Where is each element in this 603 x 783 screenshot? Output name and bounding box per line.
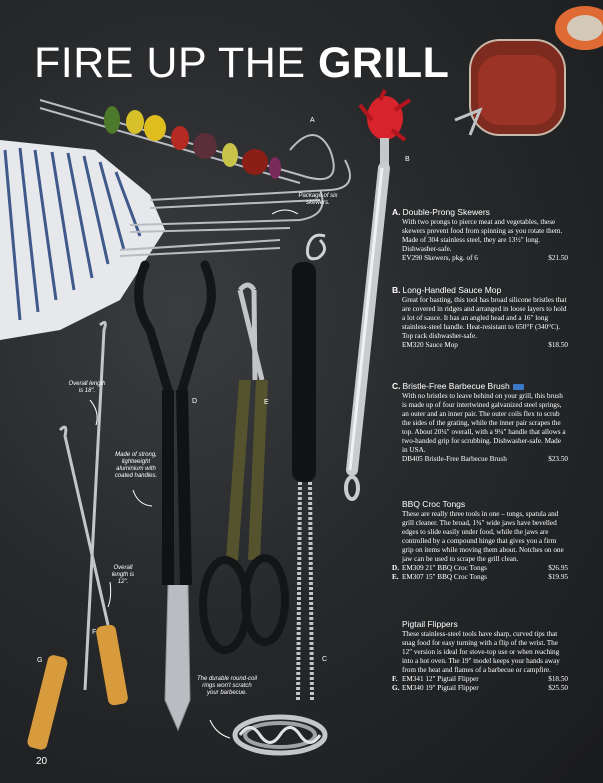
page-number: 20 bbox=[36, 756, 48, 767]
product-description: These are really three tools in one – tongs, spatula and grill cleaner. The broad, 1¾" wide jaws have bevelled edges to slide easily under food, while the jaws are controlled by a compound hinge that gives you a firm grip on items while moving them about. Notches on one jaw can be used to scrape the grill clean. bbox=[402, 510, 564, 563]
croc-tongs-small bbox=[203, 285, 285, 650]
row-item: EM307 15" BBQ Croc Tongs bbox=[402, 573, 487, 581]
product-description: With two prongs to pierce meat and vegetables, these skewers prevent food from spinning as you rotate them. Made of 304 stainless steel, they are 13½" long. Dishwasher-safe. bbox=[402, 218, 563, 253]
product-description: These stainless-steel tools have sharp, curved tips that snag food for easy turning with a flip of the wrist. The 12" version is ideal for stove-top use or when reaching into a hot oven. The 19" model keeps your hands away from the heat and flames of a barbecue or campfire. bbox=[402, 630, 560, 674]
row-letter: G. bbox=[392, 684, 400, 692]
row-price: $18.50 bbox=[548, 341, 568, 349]
product-skewers bbox=[392, 207, 568, 263]
row-price: $26.95 bbox=[548, 564, 568, 572]
row-item: EM320 Sauce Mop bbox=[402, 341, 458, 349]
product-croc-tongs bbox=[392, 499, 568, 582]
product-name: Long-Handled Sauce Mop bbox=[402, 285, 502, 295]
order-row bbox=[392, 675, 568, 684]
product-description: With no bristles to leave behind on your grill, this brush is made up of four intertwined galvanized steel springs, an outer and an inner pair. The outer coils flex to scrub the sides of the grating, while the inner pair scrapes the top. About 20¼" overall, with a 9¼" handle that allows a two-handed grip for scrubbing. Dishwasher-safe. Made in USA. bbox=[402, 392, 566, 454]
caption-overall-12: Overall length is 12". bbox=[111, 565, 135, 585]
product-letter: A. bbox=[392, 207, 401, 217]
row-letter: D. bbox=[392, 564, 399, 572]
caption-overall-18: Overall length is 18". bbox=[68, 381, 106, 394]
photo-letter-b: B bbox=[405, 156, 410, 163]
photo-letter-d: D bbox=[192, 398, 198, 405]
caption-coils: The durable round-coil rings won't scratch your barbecue. bbox=[196, 676, 258, 696]
product-letter: C. bbox=[392, 381, 401, 391]
canada-flag-badge-icon bbox=[513, 384, 524, 390]
row-letter bbox=[392, 341, 402, 350]
product-name: Pigtail Flippers bbox=[402, 619, 458, 629]
product-sauce-mop bbox=[392, 285, 568, 350]
photo-letter-c: C bbox=[322, 656, 328, 663]
row-price: $23.50 bbox=[548, 455, 568, 463]
title-bold: GRILL bbox=[317, 39, 450, 87]
order-row bbox=[392, 341, 568, 350]
row-letter bbox=[392, 455, 402, 464]
photo-letter-e: E bbox=[264, 399, 269, 406]
row-price: $25.50 bbox=[548, 684, 568, 692]
croc-tongs-large bbox=[139, 265, 212, 730]
order-row bbox=[392, 455, 568, 464]
row-item: EM341 12" Pigtail Flipper bbox=[402, 675, 479, 683]
row-price: $21.50 bbox=[548, 254, 568, 262]
product-barbecue-brush bbox=[392, 381, 568, 464]
photo-letter-f: F bbox=[92, 629, 97, 636]
order-row bbox=[392, 254, 568, 263]
photo-letter-a: A bbox=[310, 117, 315, 124]
title-light: FIRE UP THE bbox=[34, 39, 318, 87]
product-title bbox=[402, 499, 568, 510]
kabob-vegetables bbox=[104, 106, 281, 179]
row-item: EM309 21" BBQ Croc Tongs bbox=[402, 564, 487, 572]
product-title bbox=[392, 285, 568, 296]
product-pigtail-flippers bbox=[392, 619, 568, 693]
row-price: $18.50 bbox=[548, 675, 568, 683]
product-title bbox=[392, 381, 568, 392]
row-letter: F. bbox=[392, 675, 398, 683]
product-title bbox=[392, 207, 568, 218]
order-row bbox=[392, 573, 568, 582]
page-title bbox=[34, 39, 450, 87]
order-row bbox=[392, 564, 568, 573]
photo-letter-g: G bbox=[37, 657, 43, 664]
caption-skewers: Package of six skewers. bbox=[298, 193, 338, 206]
product-name: Double-Prong Skewers bbox=[402, 207, 490, 217]
row-item: EV290 Skewers, pkg. of 6 bbox=[402, 254, 478, 262]
product-letter: B. bbox=[392, 285, 401, 295]
product-description: Great for basting, this tool has broad silicone bristles that are covered in ridges and arranged in loose layers to hold a lot of sauce. It has an angled head and a 16" long stainless-steel handle. Heat-resistant to 650°F (340°C). Top rack dishwasher-safe. bbox=[402, 296, 567, 340]
caption-tongs-material: Made of strong, lightweight aluminium with coated handles. bbox=[114, 452, 158, 479]
sauce-jar bbox=[455, 6, 603, 135]
row-price: $19.95 bbox=[548, 573, 568, 581]
product-title bbox=[402, 619, 568, 630]
product-name: BBQ Croc Tongs bbox=[402, 499, 466, 509]
row-item: DB405 Bristle-Free Barbecue Brush bbox=[402, 455, 507, 463]
product-name: Bristle-Free Barbecue Brush bbox=[402, 381, 510, 391]
row-letter bbox=[392, 254, 402, 263]
row-item: EM340 19" Pigtail Flipper bbox=[402, 684, 479, 692]
order-row bbox=[392, 684, 568, 693]
row-letter: E. bbox=[392, 573, 399, 581]
